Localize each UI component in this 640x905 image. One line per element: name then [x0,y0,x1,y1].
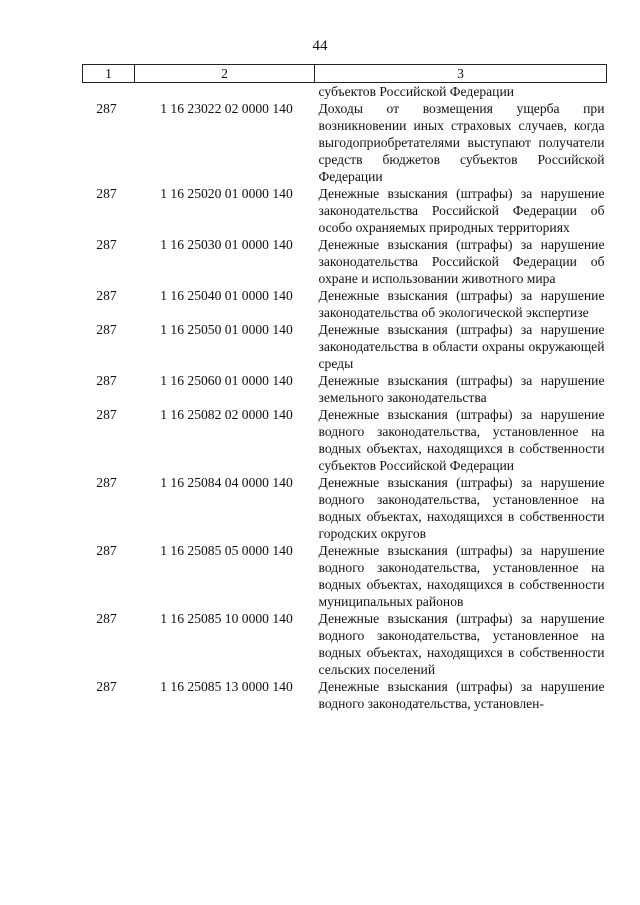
column-header-1: 1 [83,65,135,83]
table-row [83,185,607,236]
description-cell: Денежные взыскания (штрафы) за нарушение водного законодательства, установленное на водных объектах, находящихся в собственности субъектов Российской Федерации [318,407,605,473]
admin-code-cell: 287 [96,543,117,558]
table-header-row [83,65,607,83]
table-row [83,321,607,372]
table-row [83,474,607,542]
budget-code-cell: 1 16 23022 02 0000 140 [160,101,293,116]
budget-code-cell: 1 16 25085 10 0000 140 [160,611,293,626]
admin-code-cell: 287 [96,373,117,388]
description-cell: Денежные взыскания (штрафы) за нарушение законодательства об экологической экспертизе [318,288,605,320]
table-row [83,100,607,185]
description-cell: Денежные взыскания (штрафы) за нарушение законодательства в области охраны окружающей среды [318,322,605,371]
page-number: 44 [312,38,328,54]
admin-code-cell: 287 [96,322,117,337]
admin-code-cell: 287 [96,237,117,252]
budget-code-cell: 1 16 25085 05 0000 140 [160,543,293,558]
description-cell: Доходы от возмещения ущерба при возникновении иных страховых случаев, когда выгодоприобретателями выступают получатели средств бюджетов субъектов Российской Федерации [318,101,605,184]
budget-code-cell: 1 16 25050 01 0000 140 [160,322,293,337]
description-cell: Денежные взыскания (штрафы) за нарушение законодательства Российской Федерации об особо охраняемых природных территориях [318,186,605,235]
continuation-text: субъектов Российской Федерации [318,84,515,99]
table-row [83,678,607,712]
description-cell: Денежные взыскания (штрафы) за нарушение водного законодательства, установленное на водных объектах, находящихся в собственности сельских поселений [318,611,605,677]
budget-code-cell: 1 16 25084 04 0000 140 [160,475,293,490]
budget-code-cell: 1 16 25082 02 0000 140 [160,407,293,422]
budget-code-cell: 1 16 25060 01 0000 140 [160,373,293,388]
table-row [83,236,607,287]
admin-code-cell: 287 [96,407,117,422]
budget-code-cell: 1 16 25030 01 0000 140 [160,237,293,252]
admin-code-cell: 287 [96,475,117,490]
admin-code-cell: 287 [96,679,117,694]
table-row [83,610,607,678]
column-header-2: 2 [135,65,315,83]
description-cell: Денежные взыскания (штрафы) за нарушение водного законодательства, установленное на водных объектах, находящихся в собственности муниципальных районов [318,543,605,609]
budget-code-cell: 1 16 25040 01 0000 140 [160,288,293,303]
continuation-row [83,83,607,101]
budget-code-cell: 1 16 25020 01 0000 140 [160,186,293,201]
admin-code-cell: 287 [96,288,117,303]
admin-code-cell: 287 [96,186,117,201]
revenue-codes-table [82,64,607,712]
description-cell: Денежные взыскания (штрафы) за нарушение земельного законодательства [318,373,605,405]
admin-code-cell: 287 [96,611,117,626]
table-row [83,372,607,406]
table-row [83,406,607,474]
description-cell: Денежные взыскания (штрафы) за нарушение водного законодательства, установленное на водных объектах, находящихся в собственности городских округов [318,475,605,541]
admin-code-cell: 287 [96,101,117,116]
description-cell: Денежные взыскания (штрафы) за нарушение законодательства Российской Федерации об охране и использовании животного мира [318,237,605,286]
column-header-3: 3 [315,65,607,83]
table-row [83,287,607,321]
admin-cell [83,83,135,101]
budget-code-cell: 1 16 25085 13 0000 140 [160,679,293,694]
table-row [83,542,607,610]
code-cell [135,83,315,101]
description-cell: Денежные взыскания (штрафы) за нарушение водного законодательства, установлен- [318,679,605,711]
